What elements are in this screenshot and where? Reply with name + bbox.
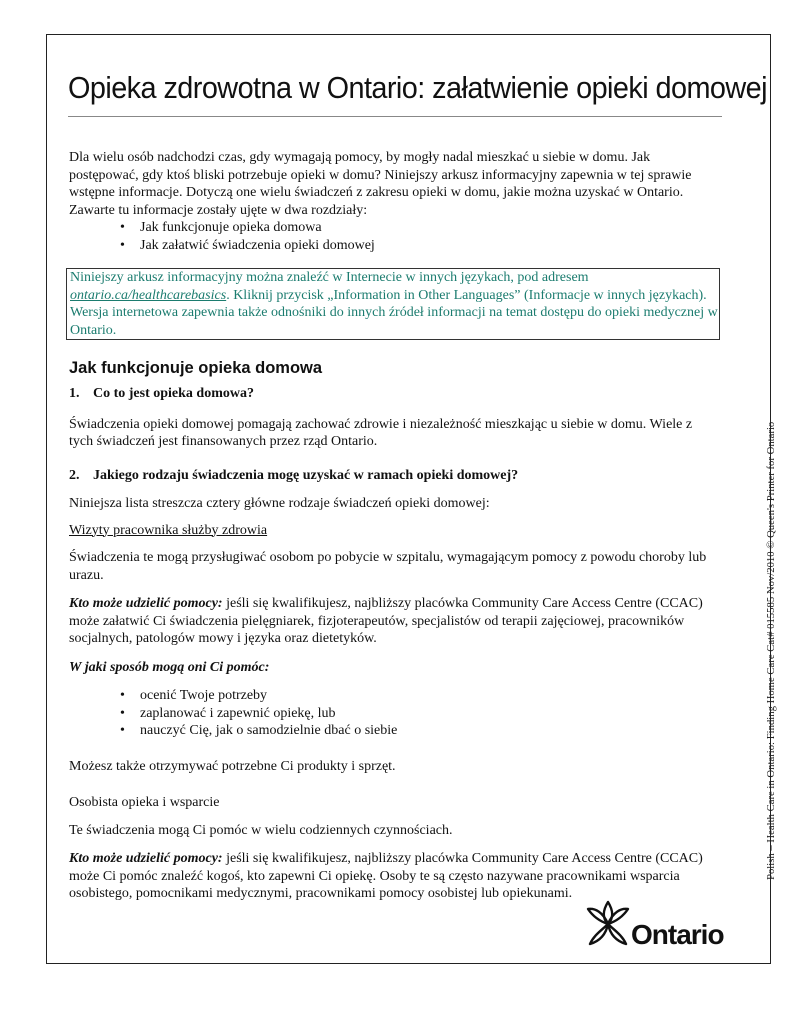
document-body bbox=[69, 149, 719, 903]
who-can-help-label: Kto może udzielić pomocy: bbox=[69, 596, 223, 611]
service-paragraph: Te świadczenia mogą Ci pomóc w wielu codziennych czynnościach. bbox=[69, 822, 453, 838]
section-heading: Jak funkcjonuje opieka domowa bbox=[69, 359, 323, 377]
service-heading: Wizyty pracownika służby zdrowia bbox=[69, 522, 268, 538]
notice-text: Niniejszy arkusz informacyjny można znaleźć w Internecie w innych językach, pod adresem bbox=[70, 270, 589, 285]
healthcarebasics-link[interactable]: ontario.ca/healthcarebasics bbox=[70, 287, 227, 303]
who-can-help-text: jeśli się kwalifikujesz, najbliższy placówka Community Care Access Centre (CCAC) może załatwić Ci świadczenia pielęgniarek, fizjoterapeutów, specjalistów od terapii zajęciowej, pracowników socjalnych, patologów mowy i języka oraz dietetyków. bbox=[69, 596, 703, 646]
service-heading: Osobista opieka i wsparcie bbox=[69, 795, 220, 810]
ontario-logo bbox=[586, 899, 724, 950]
question-text: Co to jest opieka domowa? bbox=[93, 386, 254, 401]
who-can-help-paragraph bbox=[69, 850, 719, 903]
question-heading bbox=[69, 467, 719, 485]
list-item: • nauczyć Cię, jak o samodzielnie dbać o siebie bbox=[140, 722, 719, 740]
intro-paragraph: Dla wielu osób nadchodzi czas, gdy wymagają pomocy, by mogły nadal mieszkać u siebie w domu. Jak postępować, gdy ktoś bliski potrzebuje opieki w domu? Niniejszy arkusz informacyjny zapewnia w tej sprawie wstępne informacje. Dotyczą one wielu świadczeń z zakresu opieki w domu, jakie można uzyskać w Ontario. bbox=[69, 150, 692, 200]
list-item: • zaplanować i zapewnić opiekę, lub bbox=[140, 705, 719, 723]
question-heading bbox=[69, 385, 719, 403]
trillium-icon bbox=[586, 899, 630, 947]
answer-paragraph: Niniejsza lista streszcza cztery główne rodzaje świadczeń opieki domowej: bbox=[69, 496, 490, 511]
how-they-help-label: W jaki sposób mogą oni Ci pomóc: bbox=[69, 659, 270, 675]
notice-text: . Kliknij przycisk „Information in Other Languages” (Informacje w innych językach). Wersja internetowa zapewnia także odnośniki do innych źródeł informacji na temat dostępu do opieki medycznej w Ontario. bbox=[70, 287, 718, 338]
who-can-help-text: jeśli się kwalifikujesz, najbliższy placówka Community Care Access Centre (CCAC) może Ci pomóc znaleźć kogoś, kto zapewni Ci opiekę. Osoby te są często nazywane pracownikami wsparcia osobistego, pomocnikami medycznymi, pracownikami pomocy osobistej lub opiekunami. bbox=[69, 851, 703, 901]
chapters-list bbox=[69, 219, 719, 254]
question-number: 2. bbox=[69, 467, 80, 483]
title-divider bbox=[68, 116, 722, 117]
intro-chapters-lead: Zawarte tu informacje zostały ujęte w dwa rozdziały: bbox=[69, 202, 368, 218]
who-can-help-label: Kto może udzielić pomocy: bbox=[69, 851, 223, 866]
question-number: 1. bbox=[69, 386, 80, 401]
ontario-wordmark: Ontario bbox=[631, 919, 724, 950]
answer-paragraph: Świadczenia opieki domowej pomagają zachować zdrowie i niezależność mieszkając u siebie w domu. Wiele z tych świadczeń jest finansowanych przez rząd Ontario. bbox=[69, 416, 693, 449]
list-item: • ocenić Twoje potrzeby bbox=[140, 687, 719, 705]
how-they-help-list bbox=[69, 687, 719, 740]
list-item: • Jak załatwić świadczenia opieki domowej bbox=[140, 237, 719, 255]
catalog-side-note: Polish – Health Care in Ontario: Finding Home Care Cat# 015585 Nov/2010 © Queen's Printer for Ontario bbox=[765, 421, 777, 880]
page-title: Opieka zdrowotna w Ontario: załatwienie opieki domowej bbox=[68, 70, 767, 105]
service-paragraph: Świadczenia te mogą przysługiwać osobom po pobycie w szpitalu, wymagającym pomocy z powodu choroby lub urazu. bbox=[69, 550, 707, 583]
products-paragraph: Możesz także otrzymywać potrzebne Ci produkty i sprzęt. bbox=[69, 758, 396, 774]
languages-notice-box bbox=[66, 268, 720, 340]
who-can-help-paragraph bbox=[69, 595, 719, 648]
list-item: • Jak funkcjonuje opieka domowa bbox=[140, 219, 719, 237]
question-text: Jakiego rodzaju świadczenia mogę uzyskać w ramach opieki domowej? bbox=[93, 467, 519, 483]
